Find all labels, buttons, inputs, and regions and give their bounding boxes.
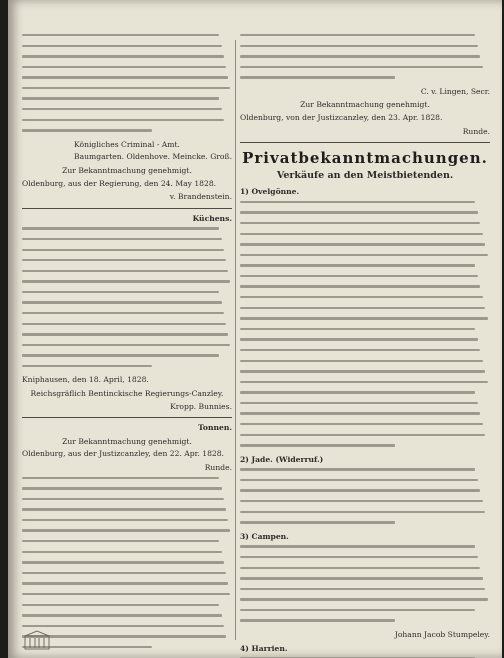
notice-authority: Reichsgräflich Bentinckische Regierungs-Canzley. <box>30 389 224 399</box>
separator-rule <box>240 142 490 143</box>
text-line <box>240 275 478 277</box>
text-line <box>240 264 475 266</box>
text-line <box>240 211 478 213</box>
notice-signature: Kropp. Bunnies. <box>170 401 232 411</box>
notice-signature: Runde. <box>204 463 232 472</box>
notice-authority: Königliches Criminal - Amt. <box>74 139 180 149</box>
text-line <box>22 45 222 47</box>
text-line <box>22 572 226 574</box>
notice-header: Tonnen. <box>198 423 232 433</box>
text-line <box>22 238 222 240</box>
notice-approval: Zur Bekanntmachung genehmigt. <box>62 165 192 175</box>
notice-place-date: Oldenburg, von der Justizcanzley, den 23. Apr. 1828. <box>240 113 443 123</box>
notice-place-date: Oldenburg, aus der Justizcanzley, den 22. Apr. 1828. <box>22 449 224 459</box>
text-line <box>22 301 222 303</box>
auction-item <box>240 455 490 524</box>
text-line <box>240 55 480 57</box>
text-line <box>22 529 230 531</box>
text-line <box>22 477 219 479</box>
notice-place-date: Oldenburg, aus der Regierung, den 24. May 1828. <box>22 178 217 188</box>
text-line <box>22 498 224 500</box>
text-line <box>22 129 152 131</box>
auction-item <box>240 187 490 446</box>
auction-list <box>240 187 490 658</box>
notice-body <box>22 477 232 649</box>
text-line <box>240 233 483 235</box>
auction-item <box>240 630 490 641</box>
text-line <box>240 45 478 47</box>
text-line <box>240 338 478 340</box>
text-line <box>22 540 219 542</box>
auction-item-label: 2) Jade. (Widerruf.) <box>240 454 324 464</box>
left-column <box>22 34 232 656</box>
text-line <box>240 511 485 513</box>
text-line <box>240 201 475 203</box>
text-line <box>22 323 226 325</box>
text-line <box>240 619 395 621</box>
text-line <box>22 333 228 335</box>
notice-names: Baumgarten. Oldenhove. Meincke. Groß. <box>74 152 232 162</box>
text-line <box>240 577 483 579</box>
intro-text-block <box>22 34 232 132</box>
archive-building-logo <box>24 630 50 650</box>
text-line <box>22 270 228 272</box>
text-line <box>240 317 488 319</box>
text-line <box>22 97 219 99</box>
text-line <box>240 76 395 78</box>
text-line <box>22 582 228 584</box>
text-line <box>240 349 480 351</box>
text-line <box>22 249 224 251</box>
text-line <box>240 285 480 287</box>
text-line <box>240 468 475 470</box>
text-line <box>22 635 226 637</box>
column-divider <box>235 40 236 640</box>
notice-place-date: Kniphausen, den 18. April, 1828. <box>22 375 149 385</box>
text-line <box>240 479 478 481</box>
text-line <box>240 360 483 362</box>
text-line <box>240 307 485 309</box>
notice-header: Küchens. <box>192 213 232 223</box>
text-line <box>22 55 224 57</box>
notice-approval: Zur Bekanntmachung genehmigt. <box>62 436 192 446</box>
notice-approval: Zur Bekanntmachung genehmigt. <box>300 100 430 110</box>
auction-item <box>240 532 490 622</box>
text-line <box>22 593 230 595</box>
text-line <box>240 556 478 558</box>
text-line <box>22 365 152 367</box>
newspaper-page <box>8 0 502 658</box>
text-line <box>240 66 483 68</box>
notice-signature: v. Brandenstein. <box>169 192 232 202</box>
text-line <box>22 551 222 553</box>
auction-item-signature: Johann Jacob Stumpeley. <box>394 630 490 640</box>
auction-item-label: 4) Harrien. <box>240 643 288 653</box>
text-line <box>22 508 226 510</box>
text-line <box>240 370 485 372</box>
text-line <box>22 561 224 563</box>
text-line <box>240 412 480 414</box>
secretary-signature: C. v. Lingen, Secr. <box>420 86 490 96</box>
text-line <box>22 519 228 521</box>
text-line <box>240 243 485 245</box>
separator-rule <box>22 417 232 418</box>
text-line <box>240 609 475 611</box>
text-line <box>22 34 219 36</box>
text-line <box>22 108 222 110</box>
text-line <box>22 614 222 616</box>
text-line <box>240 489 480 491</box>
text-line <box>240 328 475 330</box>
text-line <box>22 604 219 606</box>
text-line <box>22 227 219 229</box>
text-line <box>240 423 483 425</box>
text-line <box>240 296 483 298</box>
text-line <box>240 402 478 404</box>
text-line <box>240 381 488 383</box>
text-line <box>240 222 480 224</box>
auction-item-label: 1) Ovelgönne. <box>240 187 300 197</box>
text-line <box>22 291 219 293</box>
right-column <box>240 34 490 658</box>
text-line <box>240 567 480 569</box>
text-line <box>240 521 395 523</box>
section-title: Privatbekanntmachungen. <box>242 149 488 168</box>
text-line <box>22 487 222 489</box>
auction-item <box>240 644 490 658</box>
text-line <box>22 259 226 261</box>
text-line <box>240 444 395 446</box>
text-line <box>22 354 219 356</box>
auction-item-label: 3) Campen. <box>240 531 289 541</box>
intro-text-block <box>240 34 490 79</box>
text-line <box>240 34 475 36</box>
text-line <box>240 500 483 502</box>
text-line <box>240 598 488 600</box>
text-line <box>22 344 230 346</box>
notice-signature: Runde. <box>462 126 490 136</box>
text-line <box>22 76 228 78</box>
separator-rule <box>22 208 232 209</box>
section-subtitle: Verkäufe an den Meistbietenden. <box>276 170 454 182</box>
text-line <box>240 391 475 393</box>
text-line <box>22 625 224 627</box>
notice-body <box>22 227 232 367</box>
text-line <box>22 280 230 282</box>
text-line <box>240 434 485 436</box>
text-line <box>22 119 224 121</box>
text-line <box>240 588 485 590</box>
text-line <box>240 254 488 256</box>
text-line <box>22 66 226 68</box>
text-line <box>22 312 224 314</box>
text-line <box>240 545 475 547</box>
text-line <box>22 87 230 89</box>
